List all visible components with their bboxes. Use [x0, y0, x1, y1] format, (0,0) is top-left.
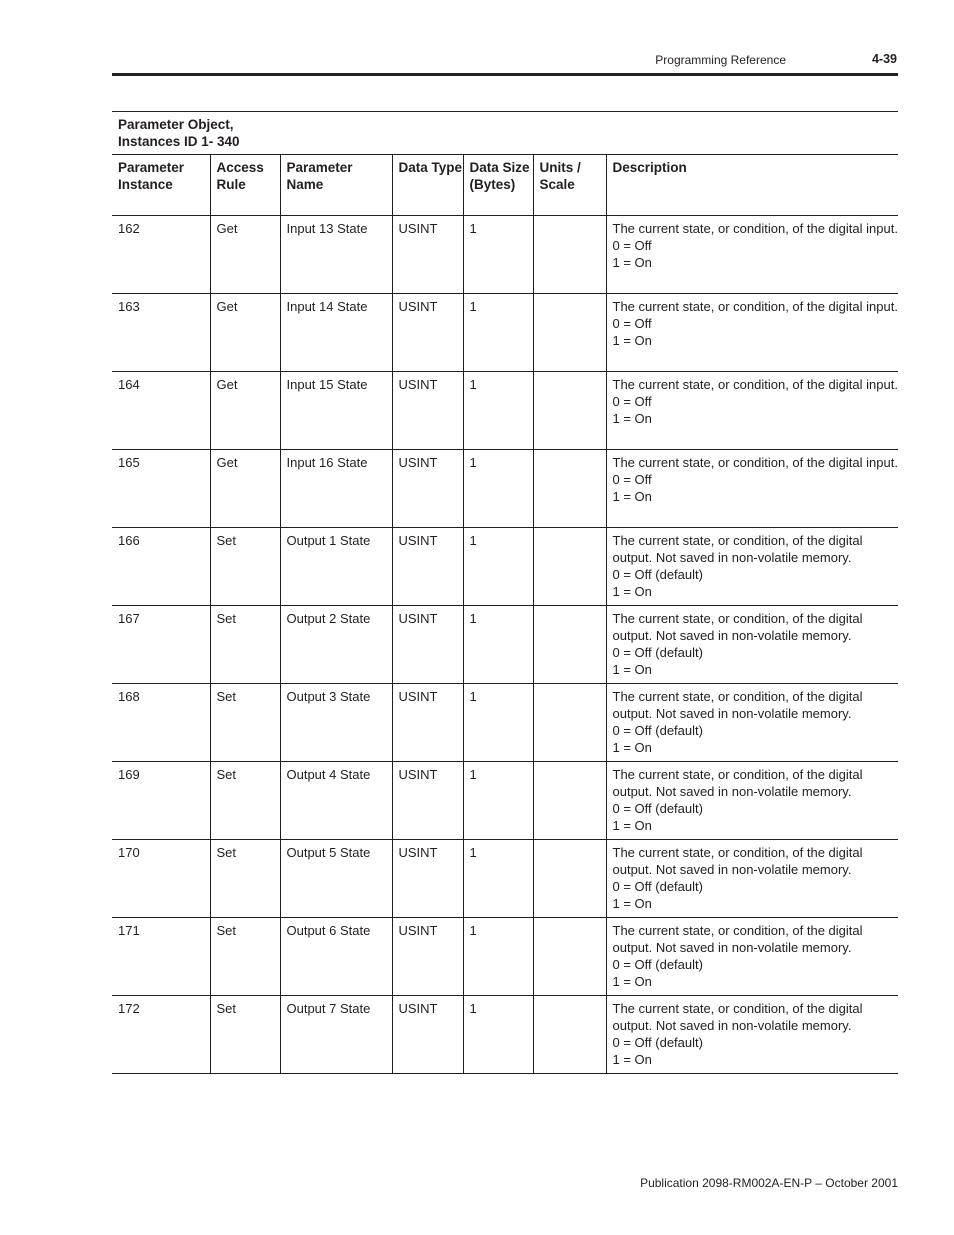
description-line: The current state, or condition, of the digital input. — [612, 221, 898, 236]
cell-units-scale — [533, 372, 606, 450]
cell-access-rule: Get — [210, 372, 280, 450]
cell-access-rule: Set — [210, 762, 280, 840]
column-header-description: Description — [606, 155, 898, 216]
table-row — [112, 840, 898, 918]
cell-parameter-name: Output 2 State — [280, 606, 392, 684]
cell-description — [606, 528, 898, 606]
cell-data-size: 1 — [463, 216, 533, 294]
cell-parameter-name: Output 7 State — [280, 996, 392, 1074]
cell-parameter-name: Input 15 State — [280, 372, 392, 450]
table-row — [112, 762, 898, 840]
description-line: 0 = Off (default) — [612, 723, 703, 738]
cell-data-size: 1 — [463, 528, 533, 606]
description-line: 0 = Off (default) — [612, 879, 703, 894]
description-line: The current state, or condition, of the digital output. Not saved in non-volatile memory. — [612, 845, 863, 877]
cell-parameter-name: Output 5 State — [280, 840, 392, 918]
table-header-row — [112, 155, 898, 216]
cell-data-size: 1 — [463, 996, 533, 1074]
table-caption-line: Parameter Object, — [118, 117, 234, 132]
cell-units-scale — [533, 918, 606, 996]
cell-access-rule: Get — [210, 450, 280, 528]
column-header-units-scale: Units / Scale — [533, 155, 606, 216]
cell-description — [606, 918, 898, 996]
cell-data-size: 1 — [463, 294, 533, 372]
description-line: 0 = Off — [612, 394, 652, 409]
description-line: 1 = On — [612, 1052, 652, 1067]
description-line: 0 = Off (default) — [612, 645, 703, 660]
table-row — [112, 372, 898, 450]
cell-parameter-name: Output 4 State — [280, 762, 392, 840]
column-header-data-size: Data Size (Bytes) — [463, 155, 533, 216]
cell-data-type: USINT — [392, 216, 463, 294]
description-line: The current state, or condition, of the digital output. Not saved in non-volatile memory. — [612, 923, 863, 955]
cell-description — [606, 606, 898, 684]
cell-data-type: USINT — [392, 840, 463, 918]
table-row — [112, 294, 898, 372]
description-line: The current state, or condition, of the digital input. — [612, 377, 898, 392]
description-line: 0 = Off (default) — [612, 801, 703, 816]
cell-instance: 170 — [112, 840, 210, 918]
cell-parameter-name: Input 16 State — [280, 450, 392, 528]
cell-description — [606, 684, 898, 762]
description-line: The current state, or condition, of the digital input. — [612, 455, 898, 470]
cell-data-type: USINT — [392, 918, 463, 996]
cell-units-scale — [533, 996, 606, 1074]
cell-data-type: USINT — [392, 762, 463, 840]
publication-footer: Publication 2098-RM002A-EN-P – October 2001 — [640, 1176, 898, 1190]
cell-access-rule: Set — [210, 840, 280, 918]
cell-description — [606, 294, 898, 372]
cell-access-rule: Set — [210, 606, 280, 684]
cell-description — [606, 216, 898, 294]
cell-access-rule: Get — [210, 216, 280, 294]
description-line: 1 = On — [612, 255, 652, 270]
table-row — [112, 216, 898, 294]
page-number: 4-39 — [871, 52, 897, 66]
cell-units-scale — [533, 840, 606, 918]
cell-units-scale — [533, 528, 606, 606]
cell-data-type: USINT — [392, 684, 463, 762]
cell-instance: 164 — [112, 372, 210, 450]
description-line: The current state, or condition, of the digital input. — [612, 299, 898, 314]
description-line: 0 = Off — [612, 316, 652, 331]
cell-description — [606, 762, 898, 840]
cell-instance: 163 — [112, 294, 210, 372]
cell-units-scale — [533, 294, 606, 372]
table-caption-row — [112, 112, 898, 155]
cell-data-size: 1 — [463, 840, 533, 918]
table-row — [112, 450, 898, 528]
cell-data-type: USINT — [392, 450, 463, 528]
cell-instance: 172 — [112, 996, 210, 1074]
cell-parameter-name: Output 3 State — [280, 684, 392, 762]
description-line: The current state, or condition, of the digital output. Not saved in non-volatile memory. — [612, 611, 863, 643]
cell-parameter-name: Input 13 State — [280, 216, 392, 294]
cell-data-size: 1 — [463, 450, 533, 528]
cell-parameter-name: Input 14 State — [280, 294, 392, 372]
cell-data-size: 1 — [463, 762, 533, 840]
table-row — [112, 606, 898, 684]
cell-instance: 166 — [112, 528, 210, 606]
cell-access-rule: Set — [210, 918, 280, 996]
cell-description — [606, 372, 898, 450]
description-line: 0 = Off (default) — [612, 957, 703, 972]
description-line: 0 = Off — [612, 472, 652, 487]
cell-access-rule: Get — [210, 294, 280, 372]
column-header-parameter-name: Parameter Name — [280, 155, 392, 216]
cell-units-scale — [533, 450, 606, 528]
description-line: 1 = On — [612, 740, 652, 755]
cell-data-type: USINT — [392, 372, 463, 450]
cell-instance: 168 — [112, 684, 210, 762]
cell-access-rule: Set — [210, 684, 280, 762]
cell-instance: 167 — [112, 606, 210, 684]
cell-access-rule: Set — [210, 528, 280, 606]
description-line: 1 = On — [612, 333, 652, 348]
table-caption — [112, 112, 898, 155]
table-row — [112, 918, 898, 996]
cell-parameter-name: Output 1 State — [280, 528, 392, 606]
cell-instance: 171 — [112, 918, 210, 996]
table-caption-line: Instances ID 1- 340 — [118, 134, 240, 149]
cell-units-scale — [533, 684, 606, 762]
description-line: 0 = Off — [612, 238, 652, 253]
header-rule — [112, 73, 898, 76]
cell-data-type: USINT — [392, 528, 463, 606]
cell-data-size: 1 — [463, 684, 533, 762]
description-line: 1 = On — [612, 411, 652, 426]
running-header-title: Programming Reference — [655, 53, 786, 67]
cell-units-scale — [533, 216, 606, 294]
description-line: 1 = On — [612, 896, 652, 911]
cell-access-rule: Set — [210, 996, 280, 1074]
description-line: 0 = Off (default) — [612, 1035, 703, 1050]
table-row — [112, 528, 898, 606]
column-header-data-type: Data Type — [392, 155, 463, 216]
parameter-object-table — [112, 111, 898, 1074]
cell-data-size: 1 — [463, 372, 533, 450]
cell-instance: 169 — [112, 762, 210, 840]
column-header-parameter-instance: Parameter Instance — [112, 155, 210, 216]
cell-units-scale — [533, 762, 606, 840]
cell-data-type: USINT — [392, 996, 463, 1074]
cell-instance: 162 — [112, 216, 210, 294]
description-line: 1 = On — [612, 662, 652, 677]
description-line: 1 = On — [612, 584, 652, 599]
cell-parameter-name: Output 6 State — [280, 918, 392, 996]
description-line: The current state, or condition, of the digital output. Not saved in non-volatile memory. — [612, 533, 863, 565]
description-line: The current state, or condition, of the digital output. Not saved in non-volatile memory. — [612, 1001, 863, 1033]
description-line: 1 = On — [612, 489, 652, 504]
cell-instance: 165 — [112, 450, 210, 528]
description-line: 1 = On — [612, 974, 652, 989]
cell-description — [606, 450, 898, 528]
cell-data-size: 1 — [463, 918, 533, 996]
cell-data-type: USINT — [392, 606, 463, 684]
description-line: The current state, or condition, of the digital output. Not saved in non-volatile memory. — [612, 767, 863, 799]
cell-units-scale — [533, 606, 606, 684]
cell-description — [606, 840, 898, 918]
table-row — [112, 996, 898, 1074]
table-row — [112, 684, 898, 762]
description-line: 0 = Off (default) — [612, 567, 703, 582]
cell-data-size: 1 — [463, 606, 533, 684]
cell-data-type: USINT — [392, 294, 463, 372]
column-header-access-rule: Access Rule — [210, 155, 280, 216]
cell-description — [606, 996, 898, 1074]
description-line: 1 = On — [612, 818, 652, 833]
description-line: The current state, or condition, of the digital output. Not saved in non-volatile memory. — [612, 689, 863, 721]
